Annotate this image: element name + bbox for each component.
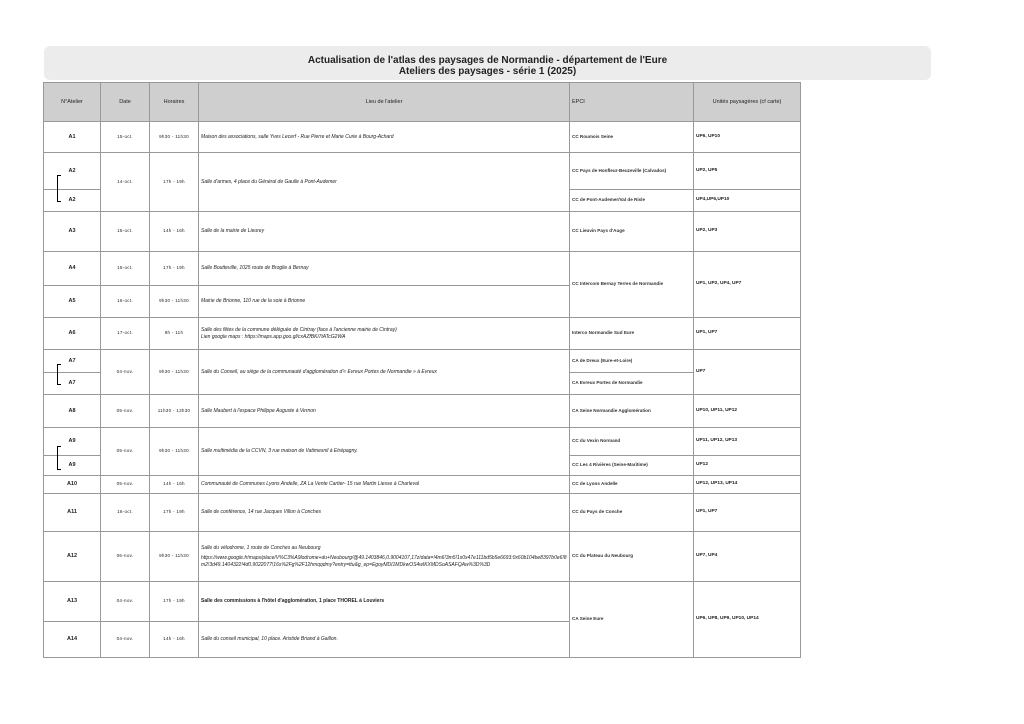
atelier-hours: 14h - 16h bbox=[150, 476, 199, 494]
atelier-up: UP6, UP8, UP9, UP10, UP14 bbox=[694, 582, 801, 658]
atelier-id: A8 bbox=[44, 395, 101, 428]
atelier-id: A11 bbox=[44, 494, 101, 532]
atelier-up: UP2, UP3 bbox=[694, 212, 801, 252]
atelier-epci: CA de Dreux (Eure-et-Loire) bbox=[570, 350, 694, 373]
atelier-id: A9 bbox=[44, 428, 101, 456]
atelier-id: A5 bbox=[44, 286, 101, 318]
atelier-id: A3 bbox=[44, 212, 101, 252]
atelier-lieu: Salle Maubert à l'espace Philippe Auguste à Vernon bbox=[199, 395, 570, 428]
col-header-epci: EPCI bbox=[570, 83, 694, 122]
atelier-date: 05-nov. bbox=[101, 395, 150, 428]
atelier-date: 04-nov. bbox=[101, 622, 150, 658]
atelier-id: A7 bbox=[44, 373, 101, 395]
document-title-box bbox=[44, 46, 931, 80]
atelier-hours: 14h - 16h bbox=[150, 212, 199, 252]
atelier-up: UP1, UP7 bbox=[694, 494, 801, 532]
atelier-hours: 17h - 19h bbox=[150, 153, 199, 212]
atelier-hours: 17h - 19h bbox=[150, 494, 199, 532]
pair-bracket-a7 bbox=[57, 364, 61, 385]
atelier-id: A6 bbox=[44, 318, 101, 350]
atelier-lieu-line: Salle du vélodrome, 1 route de Conches au Neubourg bbox=[201, 544, 321, 551]
atelier-hours: 14h - 16h bbox=[150, 622, 199, 658]
atelier-hours: 17h - 19h bbox=[150, 582, 199, 622]
atelier-id: A12 bbox=[44, 532, 101, 582]
atelier-id: A9 bbox=[44, 456, 101, 476]
google-maps-link[interactable]: Lien google maps : https://maps.app.goo.gl/cxAZfBKi7tATcG2WA bbox=[201, 333, 346, 340]
col-header-up: Unités paysagères (cf carte) bbox=[694, 83, 801, 122]
atelier-up: UP11, UP12, UP13 bbox=[694, 428, 801, 456]
table-row bbox=[44, 153, 801, 190]
atelier-epci: CA Seine Eure bbox=[570, 582, 694, 658]
atelier-id: A4 bbox=[44, 252, 101, 286]
atelier-hours: 9h30 - 11h30 bbox=[150, 122, 199, 153]
atelier-epci: CC Pays de Honfleur-Beuzeville (Calvados) bbox=[570, 153, 694, 190]
table-row bbox=[44, 318, 801, 350]
atelier-date: 17-oct. bbox=[101, 318, 150, 350]
atelier-epci: CC du Pays de Conche bbox=[570, 494, 694, 532]
atelier-lieu: Communauté de Communes Lyons Andelle, ZA La Vente Cartier- 15 rue Martin Liesse à Charleval bbox=[199, 476, 570, 494]
ateliers-table bbox=[43, 82, 801, 658]
atelier-date: 16-oct. bbox=[101, 494, 150, 532]
atelier-hours: 9h - 11h bbox=[150, 318, 199, 350]
atelier-lieu: Salle du Conseil, au siège de la communauté d'agglomération d'« Evreux Portes de Normandie » à Evreux bbox=[199, 350, 570, 395]
table-row bbox=[44, 252, 801, 286]
atelier-up: UP2, UP5 bbox=[694, 153, 801, 190]
atelier-up: UP1, UP2, UP4, UP7 bbox=[694, 252, 801, 318]
atelier-lieu: Maison des associations, salle Yves Lecerf - Rue Pierre et Marie Curie à Bourg-Achard bbox=[199, 122, 570, 153]
atelier-up: UP10, UP11, UP12 bbox=[694, 395, 801, 428]
atelier-lieu: Salle de conférence, 14 rue Jacques Villon à Conches bbox=[199, 494, 570, 532]
col-header-date: Date bbox=[101, 83, 150, 122]
atelier-epci: CC Intercom Bernay Terres de Normandie bbox=[570, 252, 694, 318]
atelier-id: A10 bbox=[44, 476, 101, 494]
atelier-date: 15-oct. bbox=[101, 212, 150, 252]
atelier-epci: CC Les 4 Rivières (Seine-Maritime) bbox=[570, 456, 694, 476]
col-header-horaires: Horaires bbox=[150, 83, 199, 122]
atelier-up: UP12, UP13, UP14 bbox=[694, 476, 801, 494]
atelier-epci: CA Evreux Portes de Normandie bbox=[570, 373, 694, 395]
atelier-id: A13 bbox=[44, 582, 101, 622]
table-row bbox=[44, 428, 801, 456]
table-row bbox=[44, 350, 801, 373]
atelier-hours: 11h30 - 13h30 bbox=[150, 395, 199, 428]
atelier-up: UP4,UP6,UP10 bbox=[694, 190, 801, 212]
document-title: Actualisation de l'atlas des paysages de Normandie - département de l'Eure bbox=[307, 55, 668, 66]
atelier-lieu: Mairie de Brionne, 110 rue de la soie à Brionne bbox=[199, 286, 570, 318]
atelier-epci: CC du Vexin Normand bbox=[570, 428, 694, 456]
atelier-date: 04-nov. bbox=[101, 582, 150, 622]
atelier-id: A14 bbox=[44, 622, 101, 658]
atelier-epci: CC Lieuvin Pays d'Auge bbox=[570, 212, 694, 252]
table-row bbox=[44, 494, 801, 532]
table-row bbox=[44, 212, 801, 252]
document-subtitle: Ateliers des paysages - série 1 (2025) bbox=[398, 66, 577, 77]
atelier-up: UP7, UP4 bbox=[694, 532, 801, 582]
atelier-lieu: Salle d'armes, 4 place du Général de Gaulle à Pont-Audemer bbox=[199, 153, 570, 212]
atelier-hours: 9h30 - 11h30 bbox=[150, 532, 199, 582]
google-maps-link[interactable]: https://www.google.fr/maps/place/V%C3%A9lodrome+du+Neubourg/@49.1403846,0.9004107,17z/data=!4m6!3m5!1s0x47e111bd5b5e6693:0x60b104be8397b0e6!8m2!3d49.1404322!4d0.9022077!16s%2Fg%2F12hmqqdmy?entry=ttu&g_ep=EgoyMDI1MDkwOS4wIKXMDSoASAFQAw%3D%3D bbox=[201, 555, 567, 568]
atelier-lieu bbox=[199, 532, 570, 582]
atelier-lieu-line: Salle des fêtes de la commune déléguée de Cintray (face à l'ancienne mairie de Cintray) bbox=[201, 327, 397, 333]
atelier-date: 05-nov. bbox=[101, 476, 150, 494]
atelier-hours: 9h30 - 11h30 bbox=[150, 428, 199, 476]
atelier-date: 16-oct. bbox=[101, 286, 150, 318]
atelier-epci: Interco Normandie Sud Eure bbox=[570, 318, 694, 350]
atelier-hours: 17h - 19h bbox=[150, 252, 199, 286]
atelier-lieu: Salle multimédia de la CCVN, 3 rue maison de Vatimesnil à Etrépagny. bbox=[199, 428, 570, 476]
atelier-date: 06-nov. bbox=[101, 532, 150, 582]
atelier-lieu: Salle du conseil municipal, 10 place. Aristide Briand à Gaillon. bbox=[199, 622, 570, 658]
atelier-id: A7 bbox=[44, 350, 101, 373]
table-row bbox=[44, 476, 801, 494]
atelier-id: A1 bbox=[44, 122, 101, 153]
table-header-row bbox=[44, 83, 801, 122]
atelier-epci: CC Roumois Seine bbox=[570, 122, 694, 153]
atelier-lieu: Salle des commissions à l'hôtel d'agglomération, 1 place THOREL à Louviers bbox=[199, 582, 570, 622]
atelier-up: UP6, UP10 bbox=[694, 122, 801, 153]
atelier-epci: CC de Pont-Audemer/Val de Risle bbox=[570, 190, 694, 212]
pair-bracket-a9 bbox=[57, 446, 61, 470]
atelier-date: 15-oct. bbox=[101, 252, 150, 286]
atelier-up: UP1, UP7 bbox=[694, 318, 801, 350]
atelier-hours: 9h30 - 11h30 bbox=[150, 286, 199, 318]
atelier-date: 15-oct. bbox=[101, 122, 150, 153]
atelier-up: UP12 bbox=[694, 456, 801, 476]
atelier-lieu bbox=[199, 318, 570, 350]
table-row bbox=[44, 122, 801, 153]
atelier-lieu: Salle de la mairie de Lieurey bbox=[199, 212, 570, 252]
atelier-epci: CC de Lyons Andelle bbox=[570, 476, 694, 494]
atelier-id: A2 bbox=[44, 190, 101, 212]
atelier-epci: CA Seine Normandie Agglomération bbox=[570, 395, 694, 428]
atelier-id: A2 bbox=[44, 153, 101, 190]
table-row bbox=[44, 582, 801, 622]
col-header-atelier: N°Atelier bbox=[44, 83, 101, 122]
table-row bbox=[44, 395, 801, 428]
col-header-lieu: Lieu de l'atelier bbox=[199, 83, 570, 122]
atelier-lieu: Salle Boutteville, 1025 route de Broglie à Bernay bbox=[199, 252, 570, 286]
table-row bbox=[44, 532, 801, 582]
atelier-up: UP7 bbox=[694, 350, 801, 395]
atelier-date: 04-nov. bbox=[101, 350, 150, 395]
atelier-hours: 9h30 - 11h30 bbox=[150, 350, 199, 395]
atelier-date: 05-nov. bbox=[101, 428, 150, 476]
pair-bracket-a2 bbox=[57, 175, 61, 202]
atelier-date: 14-oct. bbox=[101, 153, 150, 212]
atelier-epci: CC du Plateau du Neubourg bbox=[570, 532, 694, 582]
